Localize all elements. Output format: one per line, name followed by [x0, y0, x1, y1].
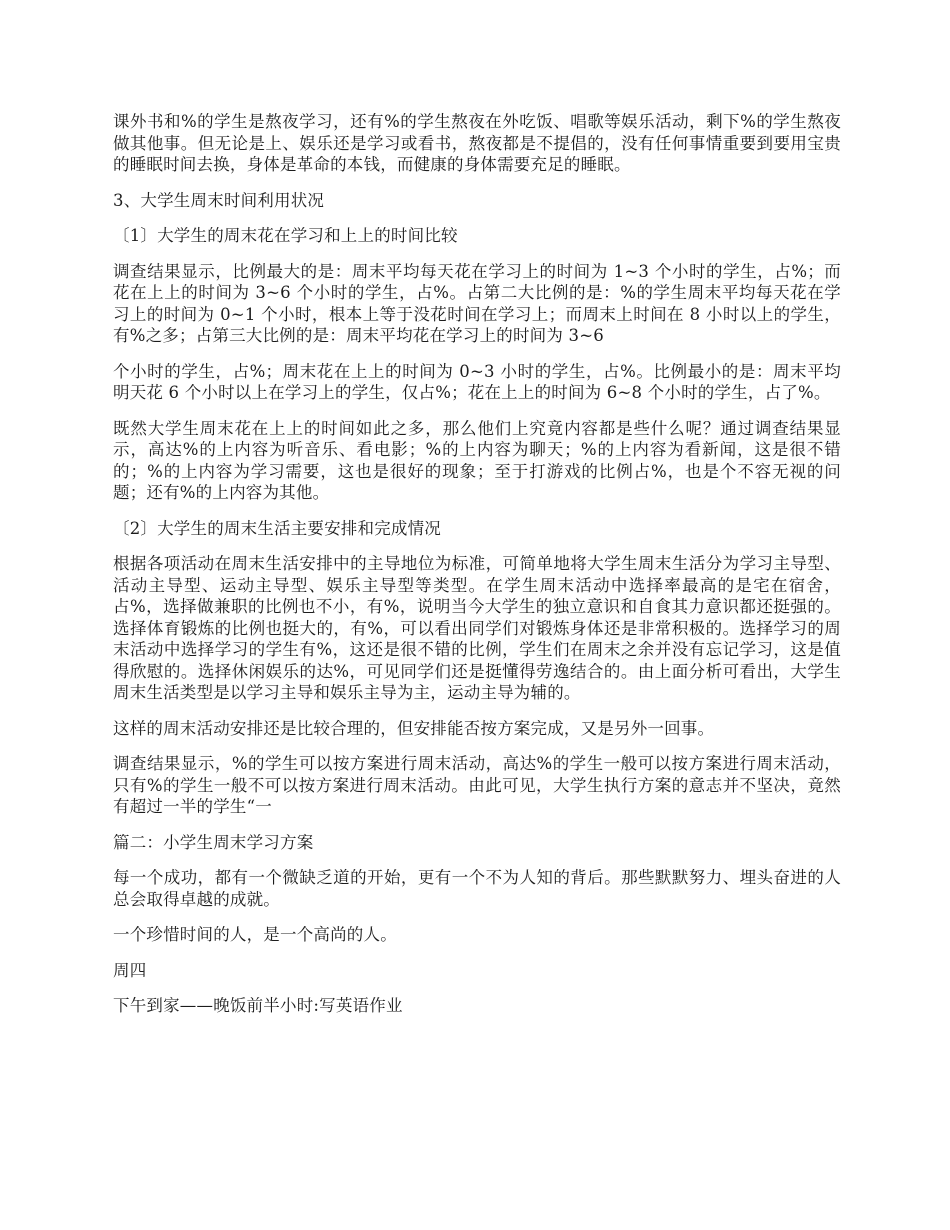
section-heading-part-two: 篇二：小学生周末学习方案	[113, 832, 314, 852]
paragraph-activity-types: 根据各项活动在周末生活安排中的主导地位为标准，可简单地将大学生周末生活分为学习主导型、活动主导型、运动主导型、娱乐主导型等类型。在学生周末活动中选择率最高的是宅在宿舍，占%，选择做兼职的比例也不小，有%，说明当今大学生的独立意识和自食其力意识都还挺强的。选择体育锻炼的比例也挺大的，有%，可以看出同学们对锻炼身体还是非常积极的。选择学习的周末活动中选择学习的学生有%，这还是很不错的比例，学生们在周末之余并没有忘记学习，这是值得欣慰的。选择休闲娱乐的达%，可见同学们还是挺懂得劳逸结合的。由上面分析可看出，大学生周末生活类型是以学习主导和娱乐主导为主，运动主导为辅的。	[113, 554, 841, 702]
paragraph-reasonable-plan: 这样的周末活动安排还是比较合理的，但安排能否按方案完成，又是另外一回事。	[113, 718, 715, 738]
paragraph-time-quote: 一个珍惜时间的人，是一个高尚的人。	[113, 925, 397, 944]
paragraph-survey-results-1: 调查结果显示，比例最大的是：周末平均每天花在学习上的时间为 1~3 个小时的学生，占%；而花在上上的时间为 3~6 个小时的学生，占%。占第二大比例的是：%的学生周末平均每天花在学习上的时间为 0~1 个小时，根本上等于没花时间在学习上；而周末上时间在 8 小时以上的学生，有%之多；占第三大比例的是：周末平均花在学习上的时间为 3~6	[113, 261, 841, 345]
paragraph-day-label: 周四	[113, 960, 147, 980]
paragraph-staying-up-late: 课外书和%的学生是熬夜学习，还有%的学生熬夜在外吃饭、唱歌等娱乐活动，剩下%的学生熬夜做其他事。但无论是上、娱乐还是学习或看书，熬夜都是不提倡的，没有任何事情重要到要用宝贵的睡眠时间去换，身体是革命的本钱，而健康的身体需要充足的睡眠。	[113, 112, 841, 174]
paragraph-plan-execution: 调查结果显示，%的学生可以按方案进行周末活动，高达%的学生一般可以按方案进行周末活动，只有%的学生一般不可以按方案进行周末活动。由此可见，大学生执行方案的意志并不坚决，竟然有超过一半的学生“一	[113, 754, 841, 816]
paragraph-online-content: 既然大学生周末花在上上的时间如此之多，那么他们上究竟内容都是些什么呢？通过调查结果显示，高达%的上内容为听音乐、看电影；%的上内容为聊天；%的上内容为看新闻，这是很不错的；%的上内容为学习需要，这也是很好的现象；至于打游戏的比例占%，也是个不容无视的问题；还有%的上内容为其他。	[113, 418, 841, 502]
paragraph-success-quote: 每一个成功，都有一个微缺乏道的开始，更有一个不为人知的背后。那些默默努力、埋头奋进的人总会取得卓越的成就。	[113, 868, 841, 909]
subsection-heading-weekend-plans: 〔2〕大学生的周末生活主要安排和完成情况	[113, 518, 441, 538]
paragraph-schedule-item: 下午到家——晚饭前半小时:写英语作业	[113, 996, 403, 1015]
paragraph-survey-results-2: 个小时的学生，占%；周末花在上上的时间为 0~3 小时的学生，占%。比例最小的是：周末平均明天花 6 个小时以上在学习上的学生，仅占%；花在上上的时间为 6~8 个小时的学生，占了%。	[113, 361, 841, 402]
document-body	[113, 111, 841, 1031]
subsection-heading-study-vs-online: 〔1〕大学生的周末花在学习和上上的时间比较	[113, 226, 458, 245]
section-heading-weekend-time: 3、大学生周末时间利用状况	[113, 190, 325, 210]
